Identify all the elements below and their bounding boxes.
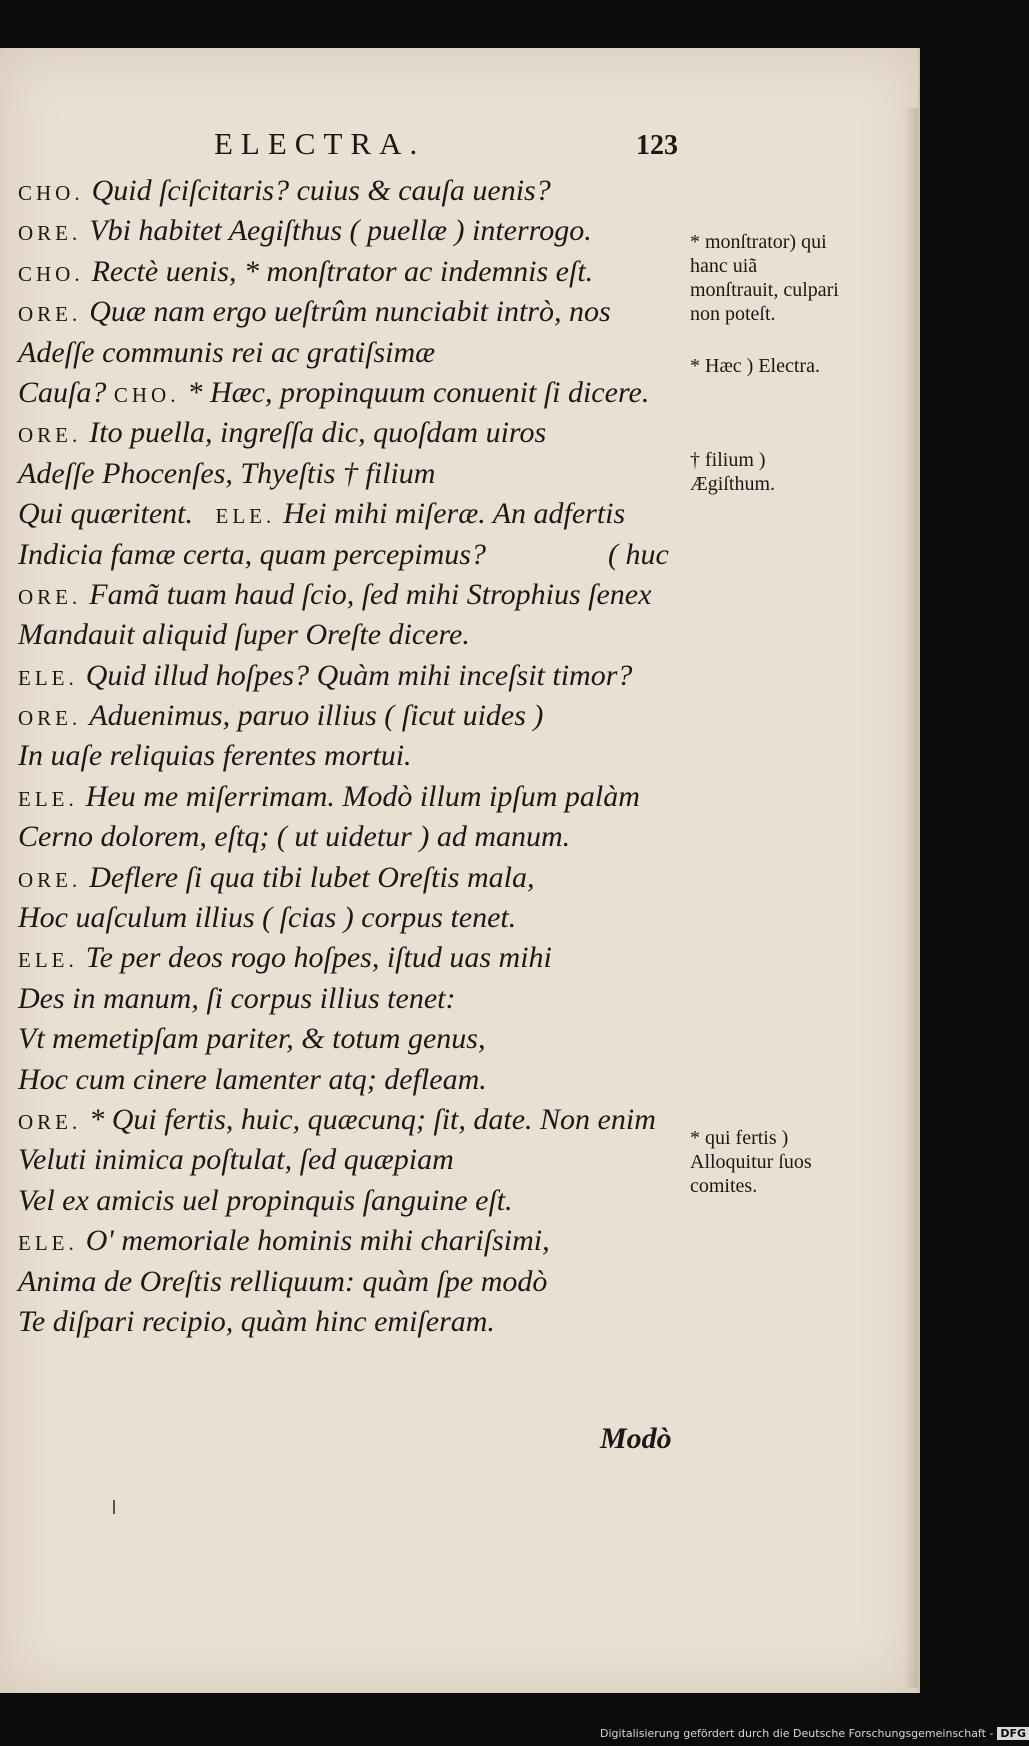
line-text: Vt memetipſam pariter, & totum genus, — [18, 1022, 486, 1056]
line-text: Veluti inimica poſtulat, ſed quæpiam — [18, 1143, 454, 1177]
line-text: Hei mihi miſeræ. An adfertis — [283, 497, 626, 531]
dialogue-text — [18, 171, 678, 1342]
text-line — [18, 1100, 678, 1140]
line-text: In uaſe reliquias ferentes mortui. — [18, 739, 412, 773]
speaker-label: ORE. — [18, 423, 82, 448]
speaker-label: ELE. — [215, 504, 276, 529]
text-line — [18, 1140, 678, 1180]
line-text: Vbi habitet Aegiſthus ( puellæ ) interrogo. — [89, 214, 592, 248]
text-line — [18, 979, 678, 1019]
line-text-right: ( huc — [608, 537, 669, 571]
text-line — [18, 171, 678, 211]
line-text: O' memoriale hominis mihi chariſsimi, — [85, 1224, 550, 1258]
text-line — [18, 413, 678, 453]
line-text: Cauſa? — [18, 375, 107, 409]
text-line — [18, 1181, 678, 1221]
line-text: * Hæc, propinquum conuenit ſi dicere. — [187, 375, 650, 409]
speaker-label: CHO. — [113, 382, 180, 407]
text-line — [18, 1221, 678, 1261]
credit-text: Digitalisierung gefördert durch die Deutsche Forschungsgemeinschaft - — [600, 1727, 994, 1740]
text-line — [18, 817, 678, 857]
text-line — [18, 736, 678, 776]
text-line — [18, 777, 678, 817]
margin-note: * monſtrator) qui hanc uiã monſtrauit, culpari non poteſt. — [690, 231, 839, 325]
line-text: Des in manum, ſi corpus illius tenet: — [18, 981, 456, 1015]
text-line — [18, 1262, 678, 1302]
text-line — [18, 1019, 678, 1059]
speaker-label: CHO. — [18, 181, 84, 205]
book-page — [0, 48, 920, 1693]
speaker-label: ELE. — [18, 948, 78, 973]
line-text: Adeſſe Phocenſes, Thyeſtis † filium — [18, 456, 436, 490]
text-line — [18, 938, 678, 978]
speaker-label: CHO. — [18, 261, 84, 286]
text-line — [18, 292, 678, 332]
line-text: Aduenimus, paruo illius ( ſicut uides ) — [89, 699, 544, 733]
line-text: Adeſſe communis rei ac gratiſsimæ — [18, 335, 436, 369]
line-text: Famã tuam haud ſcio, ſed mihi Strophius ſenex — [89, 577, 652, 611]
line-text: Cerno dolorem, eſtq; ( ut uidetur ) ad manum. — [18, 820, 571, 854]
text-line — [18, 333, 678, 373]
running-title: ELECTRA. — [214, 126, 426, 161]
speaker-label: ELE. — [18, 1231, 78, 1256]
line-text: Te per deos rogo hoſpes, iſtud uas mihi — [85, 941, 552, 975]
text-line — [18, 373, 678, 413]
speaker-label: ORE. — [18, 706, 82, 731]
speaker-label: ELE. — [18, 665, 78, 690]
line-text: Quæ nam ergo ueſtrûm nunciabit intrò, nos — [89, 295, 611, 329]
text-line — [18, 1302, 678, 1342]
speaker-label: ORE. — [18, 221, 82, 246]
page-number: 123 — [636, 130, 678, 161]
speaker-label: ORE. — [18, 302, 82, 327]
line-text: Quid illud hoſpes? Quàm mihi inceſsit timor? — [85, 658, 633, 692]
text-line — [18, 535, 678, 575]
line-text: * Qui fertis, huic, quæcunq; ſit, date. Non enim — [89, 1102, 656, 1136]
margin-note: * Hæc ) Electra. — [690, 355, 820, 377]
line-text: Quid ſciſcitaris? cuius & cauſa uenis? — [91, 174, 551, 207]
text-line — [18, 656, 678, 696]
text-line — [18, 211, 678, 251]
line-text: Ito puella, ingreſſa dic, quoſdam uiros — [89, 416, 547, 450]
catchword: Modò — [600, 1422, 672, 1455]
dfg-logo: DFG — [997, 1727, 1029, 1740]
text-line — [18, 696, 678, 736]
line-text: Qui quæritent. — [18, 497, 194, 531]
line-text: Mandauit aliquid ſuper Oreſte dicere. — [18, 618, 470, 652]
speaker-label: ORE. — [18, 1109, 82, 1134]
line-text: Anima de Oreſtis relliquum: quàm ſpe modò — [18, 1264, 548, 1298]
line-text: Hoc uaſculum illius ( ſcias ) corpus tenet. — [18, 901, 517, 935]
text-line — [18, 858, 678, 898]
line-text: Rectè uenis, * monſtrator ac indemnis eſt. — [91, 254, 594, 288]
text-line — [18, 252, 678, 292]
margin-note: * qui fertis ) Alloquitur ſuos comites. — [690, 1127, 812, 1197]
text-line — [18, 898, 678, 938]
page-fold-shadow — [904, 108, 918, 1688]
digitization-credit — [600, 1727, 1027, 1740]
text-line — [18, 494, 678, 534]
text-line — [18, 1060, 678, 1100]
line-text: Te diſpari recipio, quàm hinc emiſeram. — [18, 1304, 495, 1338]
line-text: Deflere ſi qua tibi lubet Oreſtis mala, — [89, 860, 535, 894]
line-text: Indicia famæ certa, quam percepimus? — [18, 537, 486, 571]
page-mark — [113, 1500, 115, 1514]
text-line — [18, 575, 678, 615]
text-line — [18, 615, 678, 655]
line-text: Heu me miſerrimam. Modò illum ipſum palàm — [85, 779, 640, 813]
speaker-label: ORE. — [18, 867, 82, 892]
margin-note: † filium ) Ægiſthum. — [690, 449, 776, 495]
line-text: Vel ex amicis uel propinquis ſanguine eſt. — [18, 1183, 513, 1217]
line-text: Hoc cum cinere lamenter atq; defleam. — [18, 1062, 487, 1096]
speaker-label: ELE. — [18, 786, 78, 811]
speaker-label: ORE. — [18, 584, 82, 609]
text-line — [18, 454, 678, 494]
